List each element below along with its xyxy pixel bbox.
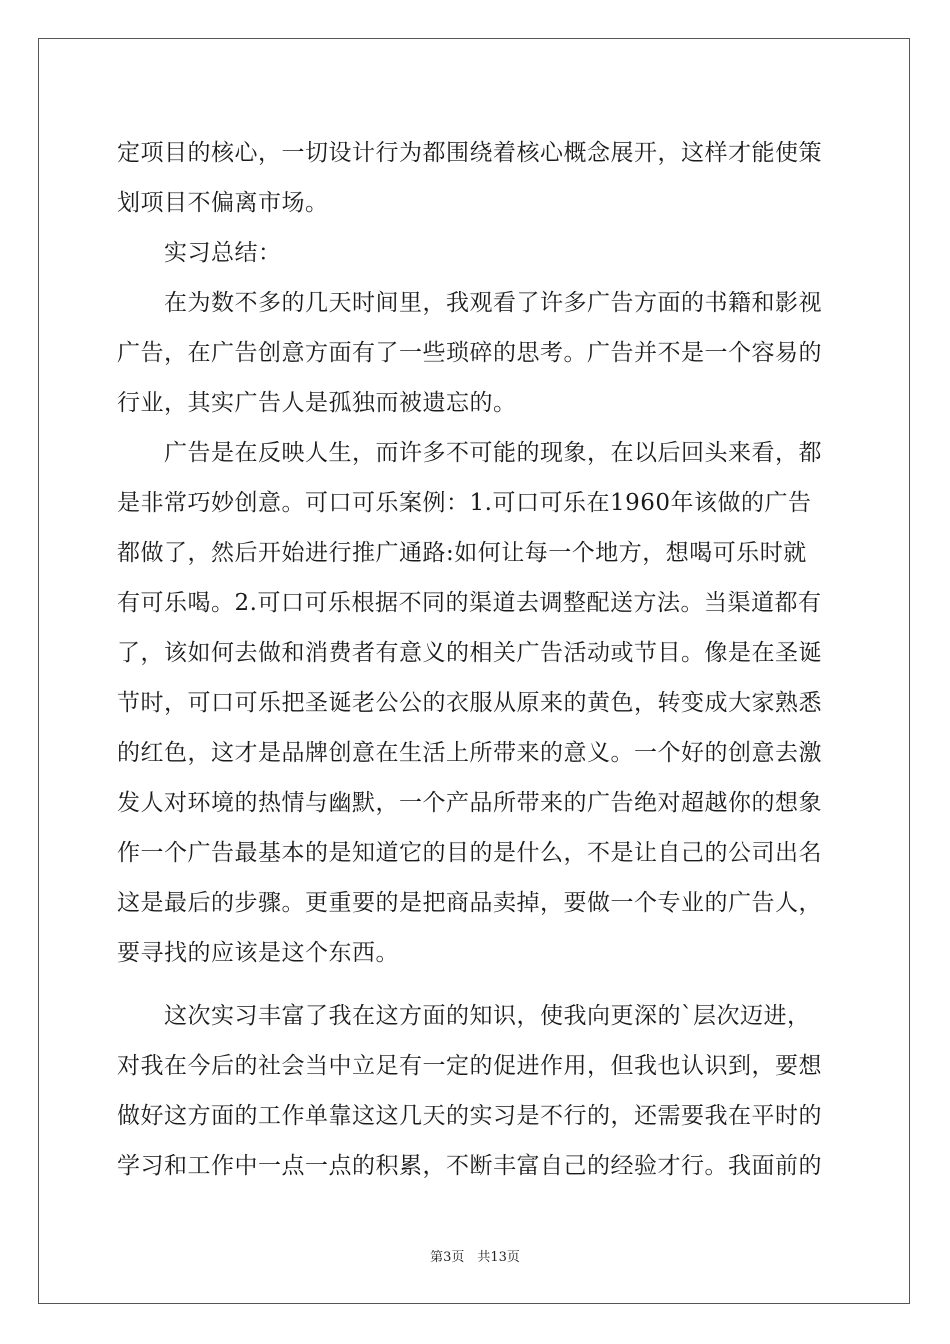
text-line: 了，该如何去做和消费者有意义的相关广告活动或节目。像是在圣诞 — [117, 640, 822, 666]
text-line: 对我在今后的社会当中立足有一定的促进作用，但我也认识到，要想 — [117, 1053, 822, 1079]
text-line: 广告是在反映人生，而许多不可能的现象，在以后回头来看，都 — [164, 440, 822, 466]
text-line: 节时，可口可乐把圣诞老公公的衣服从原来的黄色，转变成大家熟悉 — [117, 690, 822, 716]
section-heading: 实习总结： — [164, 240, 282, 266]
text-line: 有可乐喝。2.可口可乐根据不同的渠道去调整配送方法。当渠道都有 — [117, 590, 822, 616]
text-line: 定项目的核心，一切设计行为都围绕着核心概念展开，这样才能使策 — [117, 140, 822, 166]
text-line: 这次实习丰富了我在这方面的知识，使我向更深的`层次迈进， — [164, 1003, 811, 1029]
text-line: 都做了，然后开始进行推广通路:如何让每一个地方，想喝可乐时就 — [117, 540, 807, 566]
text-line: 广告，在广告创意方面有了一些琐碎的思考。广告并不是一个容易的 — [117, 340, 822, 366]
text-line: 行业，其实广告人是孤独而被遗忘的。 — [117, 390, 517, 416]
paragraph-gap — [117, 978, 832, 991]
text-line: 发人对环境的热情与幽默，一个产品所带来的广告绝对超越你的想象 — [117, 790, 822, 816]
page-number: 第3页 共13页 — [430, 1250, 520, 1265]
text-line: 作一个广告最基本的是知道它的目的是什么，不是让自己的公司出名 — [117, 840, 822, 866]
text-line: 这是最后的步骤。更重要的是把商品卖掉，要做一个专业的广告人， — [117, 890, 822, 916]
text-line: 在为数不多的几天时间里，我观看了许多广告方面的书籍和影视 — [164, 290, 822, 316]
document-body — [117, 128, 832, 1191]
text-line: 学习和工作中一点一点的积累，不断丰富自己的经验才行。我面前的 — [117, 1153, 822, 1179]
text-line: 做好这方面的工作单靠这这几天的实习是不行的，还需要我在平时的 — [117, 1103, 822, 1129]
text-line: 划项目不偏离市场。 — [117, 190, 329, 216]
text-line: 是非常巧妙创意。可口可乐案例：1.可口可乐在1960年该做的广告 — [117, 490, 812, 516]
text-line: 的红色，这才是品牌创意在生活上所带来的意义。一个好的创意去激 — [117, 740, 822, 766]
text-line: 要寻找的应该是这个东西。 — [117, 940, 399, 966]
